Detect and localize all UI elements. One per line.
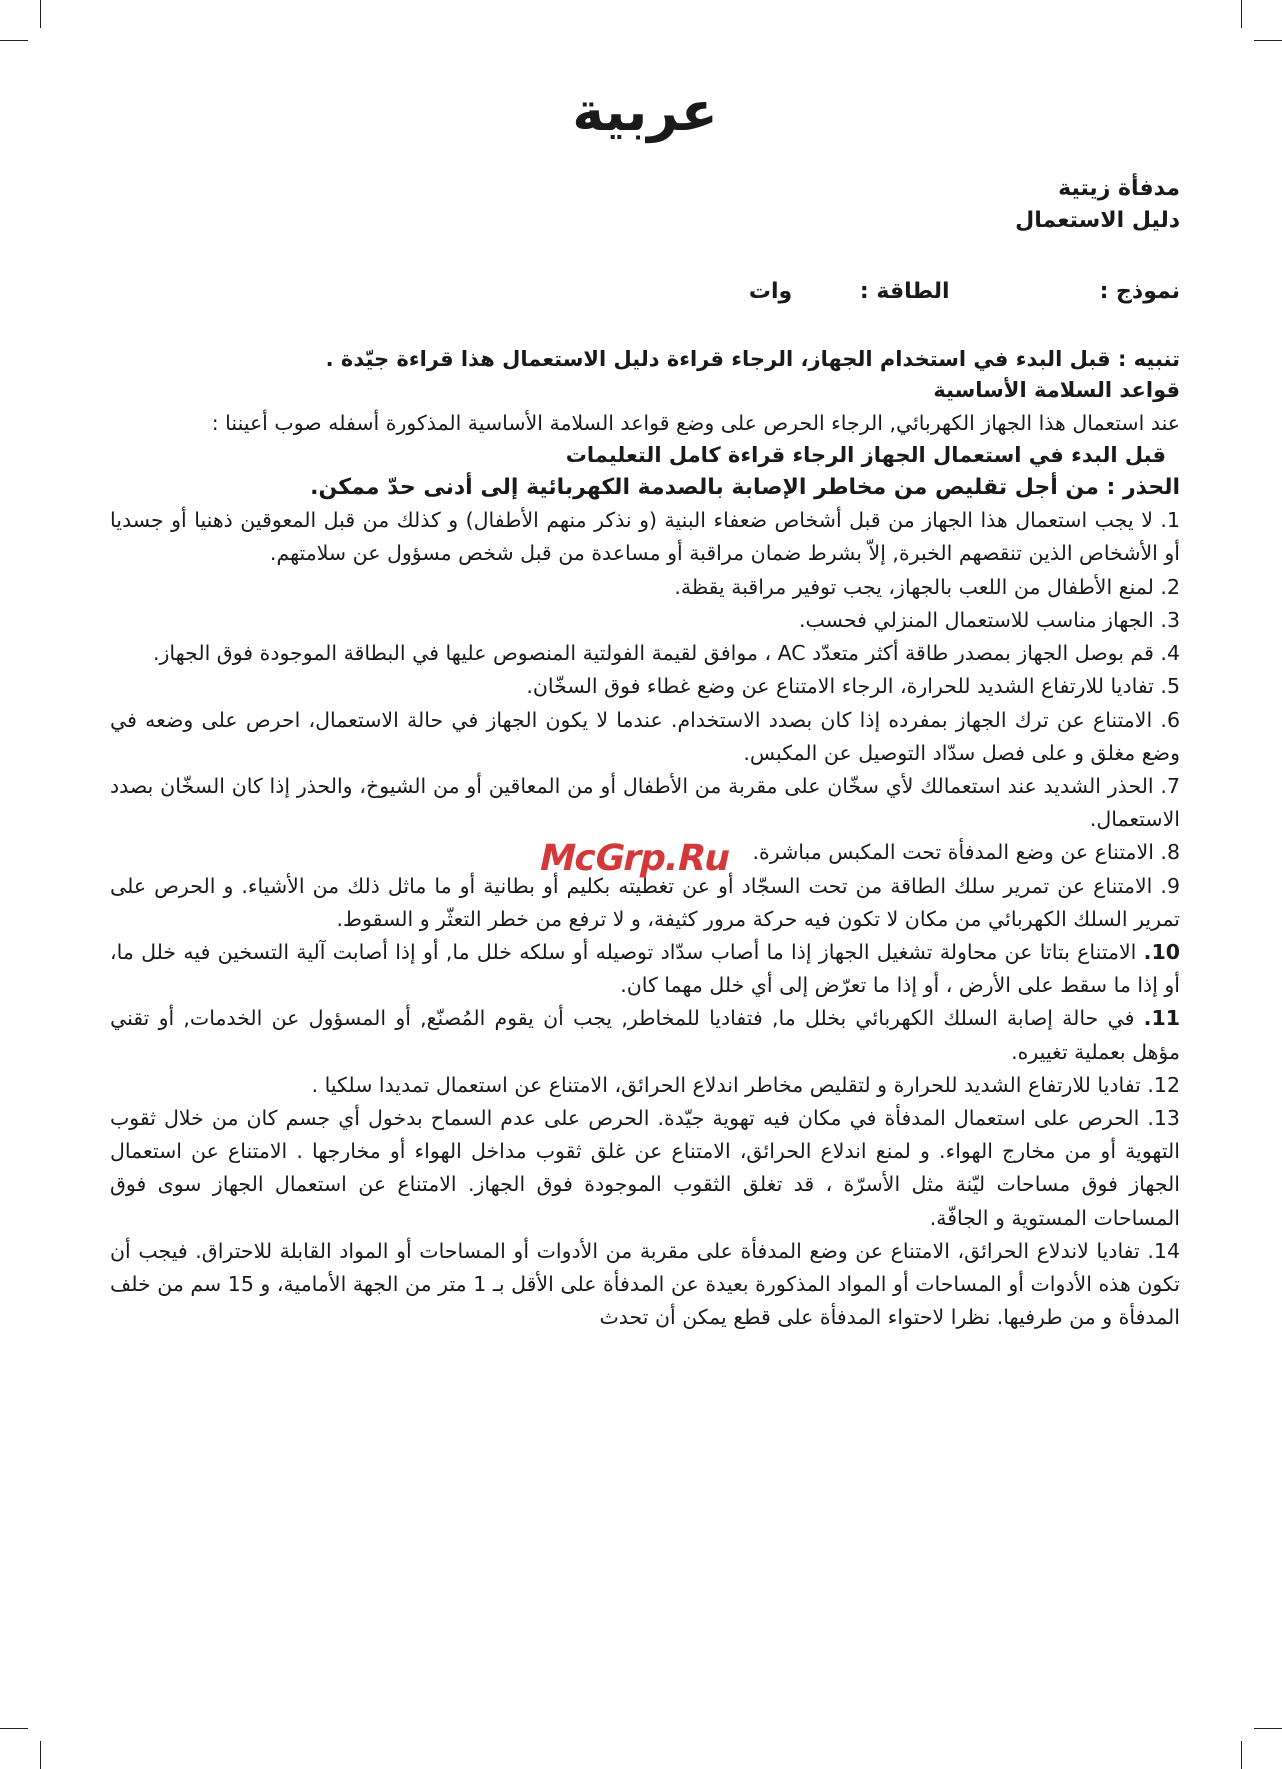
crop-mark-bottom-right-h (1254, 1728, 1282, 1729)
power-label: الطاقة : (859, 278, 950, 304)
item-text: تفاديا لاندلاع الحرائق، الامتناع عن وضع المدفأة على مقربة من الأدوات أو المساحات أو المواد القابلة للاحتراق. فيجب أن تكون هذه الأدوات أو المساحات أو المواد المذكورة بعيدة عن المدفأة على الأقل بـ 1 متر من الجهة الأمامية، و 15 سم من خلف المدفأة و من طرفيها. نظرا لاحتواء المدفأة على قطع يمكن أن تحدث (110, 1238, 1180, 1330)
crop-mark-bottom-left-v (40, 1741, 41, 1769)
item-number: 10. (1143, 939, 1180, 964)
model-power-row (110, 279, 1180, 304)
crop-mark-bottom-left-h (0, 1728, 28, 1729)
list-item (110, 637, 1180, 670)
item-text: الحرص على استعمال المدفأة في مكان فيه تهوية جيّدة. الحرص على عدم السماح بدخول أي جسم كان من خلال ثقوب التهوية أو من مخارج الهواء. و لمنع اندلاع الحرائق، الامتناع عن غلق ثقوب مداخل الهواء أو مخارجها . الامتناع عن استعمال الجهاز فوق مساحات ليّنة مثل الأسرّة ، قد تغلق الثقوب الموجودة فوق الجهاز. الامتناع عن استعمال الجهاز سوى فوق المساحات المستوية و الجافّة. (110, 1105, 1180, 1230)
list-item (110, 870, 1180, 936)
list-item (110, 1069, 1180, 1102)
list-item (110, 504, 1180, 570)
item-number: 11. (1143, 1006, 1180, 1031)
list-item (110, 1102, 1180, 1235)
item-text: الامتناع عن وضع المدفأة تحت المكبس مباشرة. (752, 840, 1154, 865)
item-text: الامتناع عن ترك الجهاز بمفرده إذا كان بصدد الاستخدام. عندما لا يكون الجهاز في حالة الاستعمال، احرص على وضعه في وضع مغلق و على فصل سدّاد التوصيل عن المكبس. (110, 707, 1180, 765)
item-text: الامتناع عن تمرير سلك الطاقة من تحت السجّاد أو عن تغطيته بكليم أو بطانية أو ما ماثل ذلك من الأشياء. و الحرص على تمرير السلك الكهربائي من مكان لا تكون فيه حركة مرور كثيفة، و لا ترفع من خطر التعثّر و السقوط. (110, 873, 1180, 931)
read-all-notice: قبل البدء في استعمال الجهاز الرجاء قراءة كامل التعليمات (565, 442, 1166, 467)
list-item (110, 936, 1180, 1002)
item-number: 13. (1147, 1105, 1180, 1130)
crop-mark-top-left-v (40, 0, 41, 28)
item-text: الحذر الشديد عند استعمالك لأي سخّان على مقربة من الأطفال أو من المعاقين أو من الشيوخ، والحذر إذا كان السخّان بصدد الاستعمال. (110, 773, 1180, 832)
manual-page (110, 80, 1180, 1334)
item-text: تفاديا للارتفاع الشديد للحرارة و لتقليص مخاطر اندلاع الحرائق، الامتناع عن استعمال تمديدا سلكيا . (311, 1072, 1141, 1097)
power-group (749, 279, 950, 304)
list-item (110, 770, 1180, 836)
page-title: عربية (572, 80, 718, 143)
item-text: قم بوصل الجهاز بمصدر طاقة أكثر متعدّد AC ، موافق لقيمة الفولتية المنصوص عليها في البطاقة الموجودة فوق الجهاز. (152, 641, 1154, 666)
list-item (110, 604, 1180, 637)
list-item (110, 1235, 1180, 1335)
item-number: 4. (1160, 641, 1180, 666)
warning-text: تنبيه : قبل البدء في استخدام الجهاز، الرجاء قراءة دليل الاستعمال هذا قراءة جيّدة . (325, 346, 1180, 371)
item-number: 6. (1160, 707, 1180, 732)
item-number: 5. (1160, 674, 1180, 699)
watermark: McGrp.Ru (535, 838, 734, 879)
crop-mark-bottom-right-v (1241, 1741, 1242, 1769)
item-number: 1. (1160, 508, 1180, 533)
item-text: لمنع الأطفال من اللعب بالجهاز، يجب توفير مراقبة يقظة. (674, 574, 1154, 599)
item-number: 8. (1160, 840, 1180, 865)
list-item (110, 1002, 1180, 1068)
item-number: 3. (1160, 607, 1180, 632)
rules-intro: عند استعمال هذا الجهاز الكهربائي, الرجاء الحرص على وضع قواعد السلامة الأساسية المذكورة أسفله صوب أعيننا : (211, 410, 1180, 435)
crop-mark-top-right-v (1241, 0, 1242, 28)
product-name: مدفأة زيتية (1058, 175, 1180, 201)
item-text: الامتناع بتاتا عن محاولة تشغيل الجهاز إذا ما أصاب سدّاد توصيله أو سلكه خلل ما, أو إذا أصابت آلية التسخين فيه خلل ما، أو إذا ما سقط على الأرض ، أو إذا ما تعرّض إلى أي خلل مهما كان. (110, 939, 1180, 998)
item-number: 12. (1147, 1072, 1180, 1097)
item-number: 14. (1147, 1238, 1180, 1263)
caution-text: الحذر : من أجل تقليص من مخاطر الإصابة بالصدمة الكهربائية إلى أدنى حدّ ممكن. (310, 475, 1180, 501)
list-item (110, 571, 1180, 604)
item-text: في حالة إصابة السلك الكهربائي بخلل ما, فتفاديا للمخاطر, يجب أن يقوم المُصنّع, أو المسؤول عن الخدمات, أو تقني مؤهل بعملية تغييره. (110, 1006, 1180, 1064)
power-unit: وات (748, 278, 793, 304)
item-text: لا يجب استعمال هذا الجهاز من قبل أشخاص ضعفاء البنية (و نذكر منهم الأطفال) و كذلك من قبل المعوقين ذهنيا أو جسديا أو الأشخاص الذين تنقصهم الخبرة, إلاّ بشرط ضمان مراقبة أو مساعدة من قبل شخص مسؤول عن سلامتهم. (110, 508, 1180, 566)
safety-list (110, 504, 1180, 1334)
item-text: الجهاز مناسب للاستعمال المنزلي فحسب. (799, 607, 1154, 632)
item-number: 7. (1160, 773, 1180, 798)
list-item (110, 670, 1180, 703)
item-number: 2. (1160, 574, 1180, 599)
crop-mark-top-right-h (1254, 40, 1282, 41)
item-number: 9. (1160, 873, 1180, 898)
rules-heading: قواعد السلامة الأساسية (933, 378, 1180, 403)
manual-name: دليل الاستعمال (1015, 207, 1180, 233)
model-label: نموذج : (1099, 278, 1180, 304)
item-text: تفاديا للارتفاع الشديد للحرارة، الرجاء الامتناع عن وضع غطاء فوق السخّان. (526, 674, 1154, 699)
crop-mark-top-left-h (0, 40, 28, 41)
list-item (110, 704, 1180, 770)
